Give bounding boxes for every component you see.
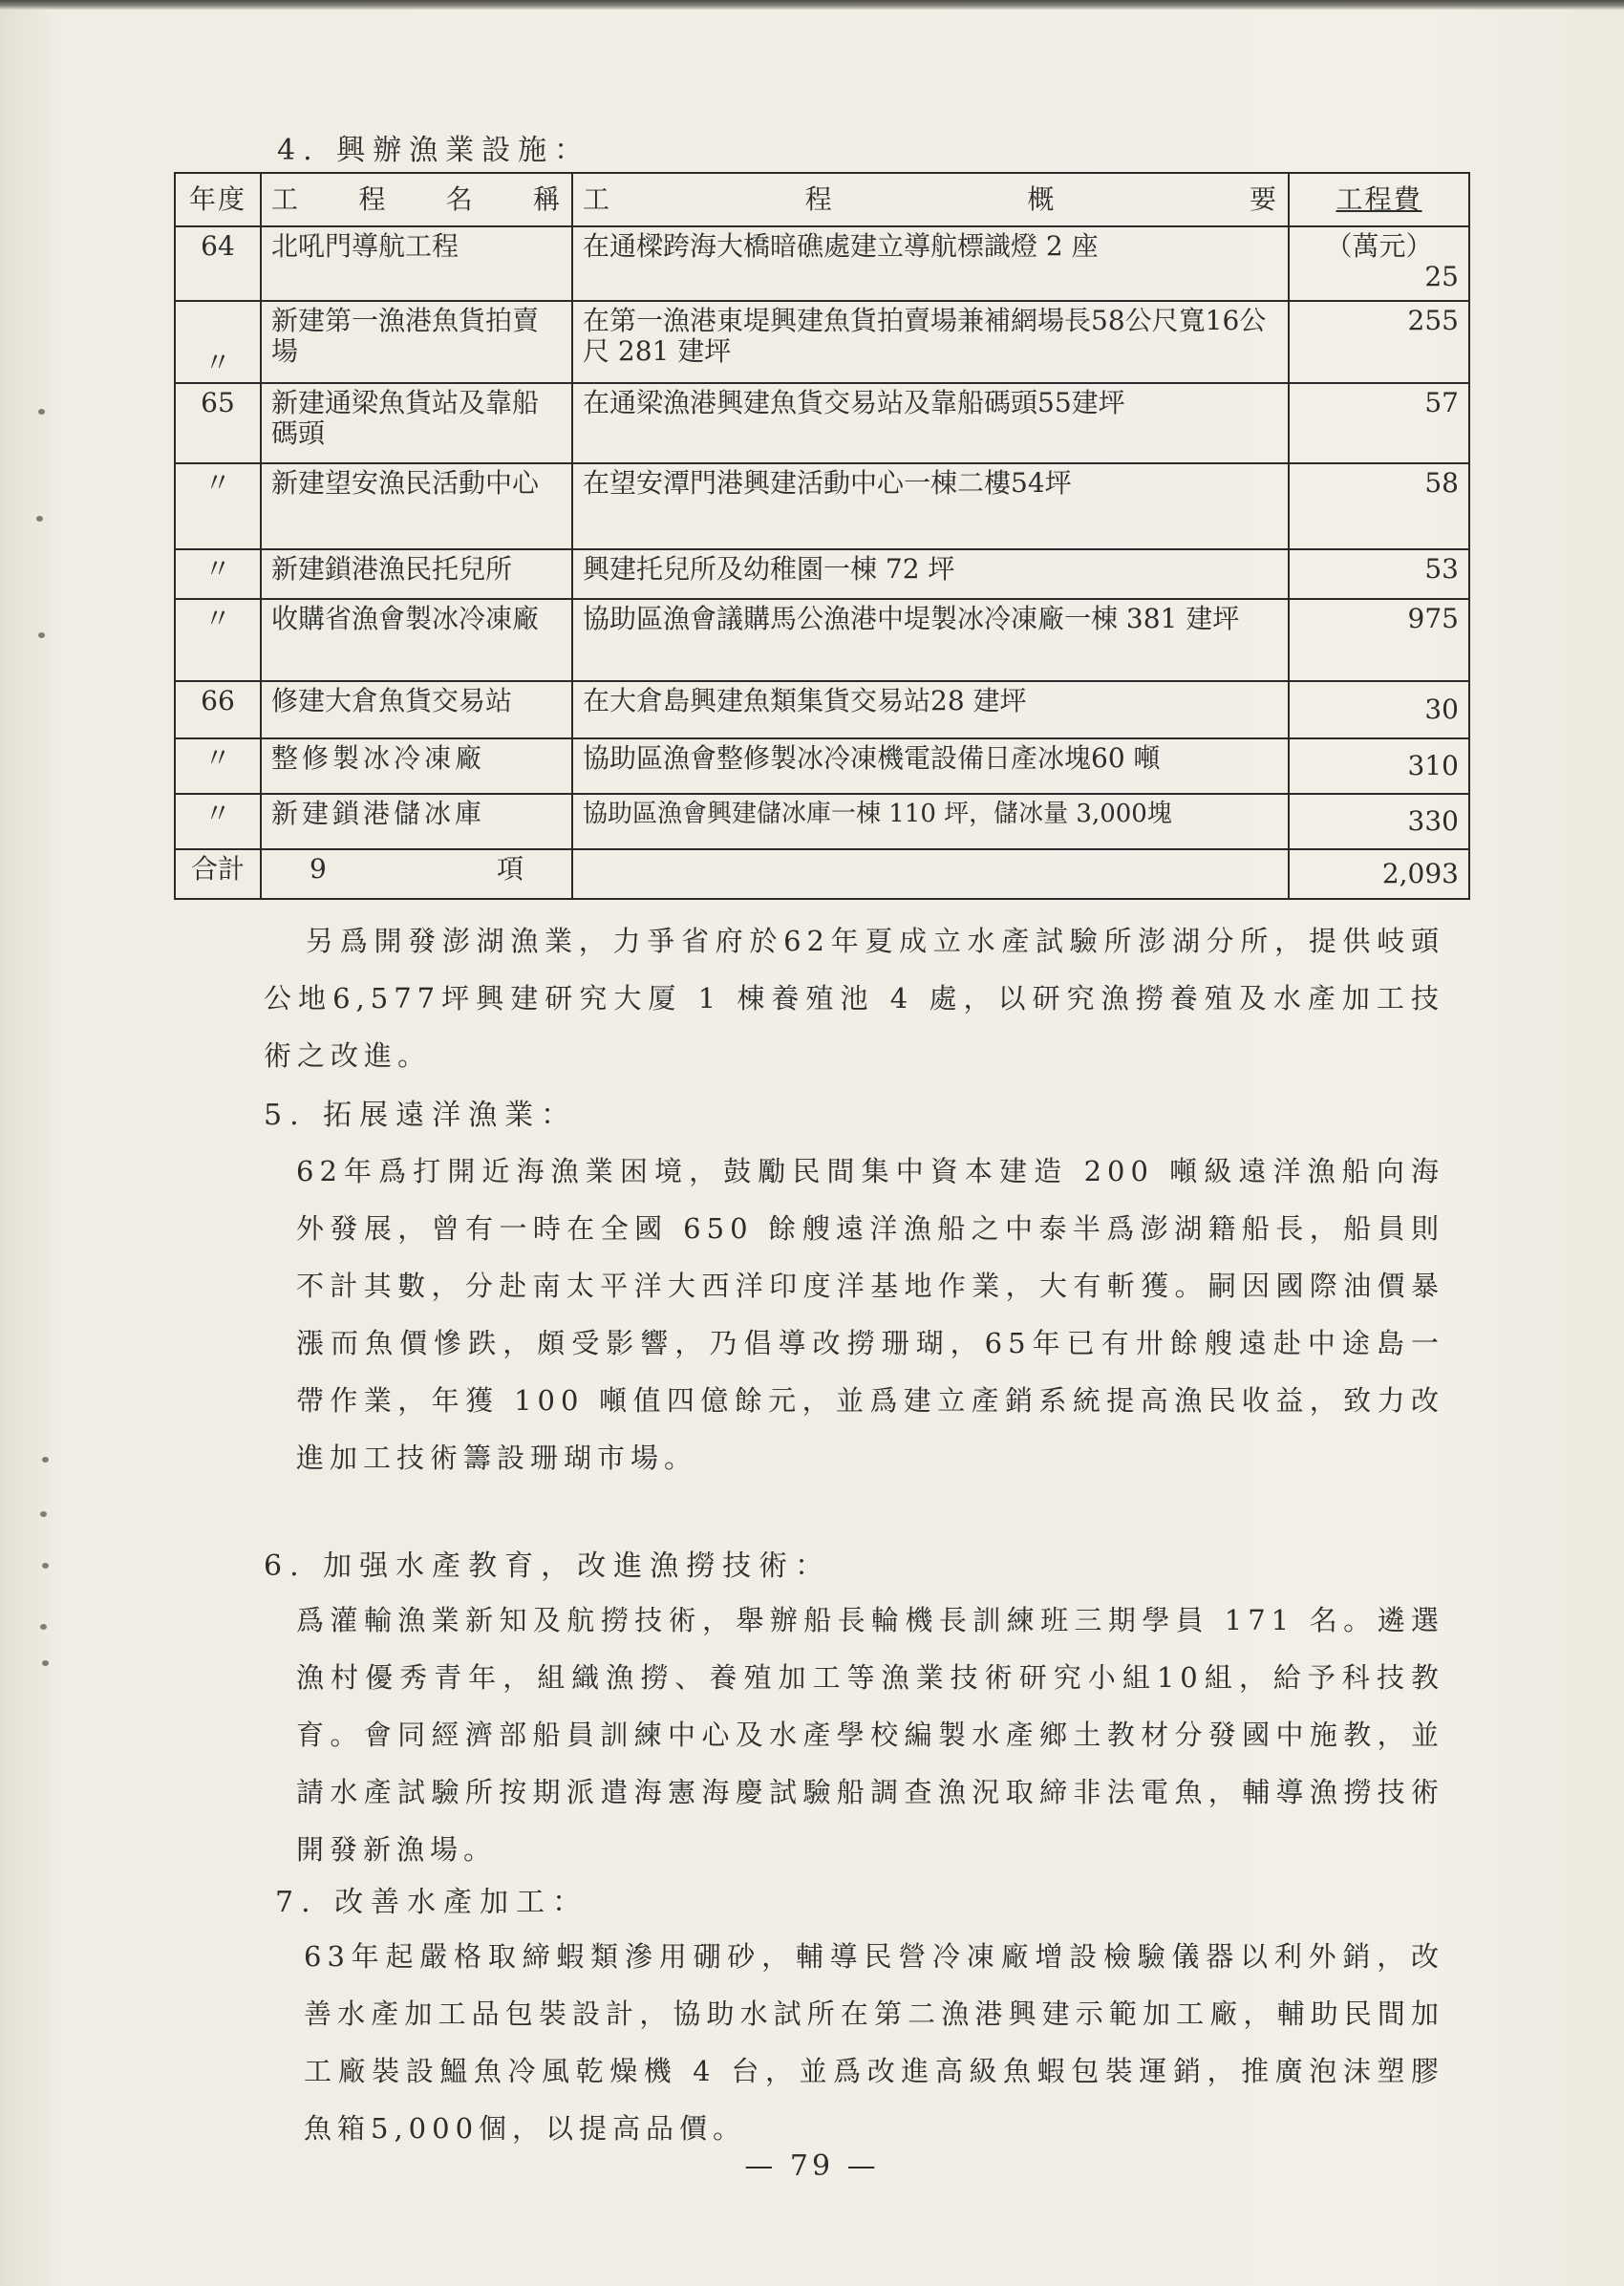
cell-cost: 57 — [1289, 383, 1469, 463]
cell-name: 修建大倉魚貨交易站 — [261, 681, 572, 738]
section-6-heading: 6. 加强水產教育，改進漁撈技術： — [264, 1549, 832, 1583]
binding-hole-mark — [42, 1660, 49, 1666]
cell-cost: 53 — [1289, 549, 1469, 599]
page-top-edge — [0, 0, 1624, 10]
cell-summary: 協助區漁會議購馬公漁港中堤製冰冷凍廠一棟 381 建坪 — [572, 599, 1289, 681]
binding-hole-mark — [42, 1563, 49, 1569]
header-summary-char: 程 — [804, 183, 834, 215]
table-header-row — [175, 173, 1469, 226]
cell-year: 〃 — [175, 794, 261, 849]
fishery-facilities-table — [174, 172, 1470, 900]
binding-hole-mark — [38, 409, 45, 415]
table-row — [175, 383, 1469, 463]
header-summary-char: 要 — [1249, 183, 1278, 215]
binding-hole-mark — [40, 1511, 47, 1517]
cell-cost: 975 — [1289, 599, 1469, 681]
cell-summary: 興建托兒所及幼稚園一棟 72 坪 — [572, 549, 1289, 599]
section-4-heading: 4. 興辦漁業設施： — [277, 134, 591, 167]
unit-note: （萬元） — [1325, 230, 1433, 262]
total-count: 9 — [310, 853, 327, 885]
cell-year: 〃 — [175, 549, 261, 599]
cell-name: 北吼門導航工程 — [261, 226, 572, 301]
cell-year: 66 — [175, 681, 261, 738]
total-count-cell — [261, 849, 572, 899]
header-summary-char: 工 — [583, 183, 612, 215]
table-row — [175, 549, 1469, 599]
binding-hole-mark — [40, 1624, 47, 1630]
header-name-char: 程 — [358, 183, 388, 215]
table-row — [175, 738, 1469, 794]
cell-summary: 在望安潭門港興建活動中心一棟二樓54坪 — [572, 463, 1289, 549]
binding-hole-mark — [38, 632, 45, 638]
cell-name: 新建鎖港儲冰庫 — [261, 794, 572, 849]
header-project-name — [261, 173, 572, 226]
cell-name: 新建鎖港漁民托兒所 — [261, 549, 572, 599]
page-number: — 79 — — [744, 2149, 880, 2183]
table-row — [175, 301, 1469, 383]
table-row — [175, 226, 1469, 301]
cell-summary: 協助區漁會整修製冰冷凍機電設備日產冰塊60 噸 — [572, 738, 1289, 794]
table-row — [175, 599, 1469, 681]
total-empty-cell — [572, 849, 1289, 899]
header-cost: 工程費 — [1289, 173, 1469, 226]
cell-year: 〃 — [175, 463, 261, 549]
cell-cost — [1289, 226, 1469, 301]
total-count-unit: 項 — [496, 853, 524, 885]
cell-name: 收購省漁會製冰冷凍廠 — [261, 599, 572, 681]
cost-value: 25 — [1424, 261, 1459, 292]
header-year: 年度 — [175, 173, 261, 226]
cell-summary: 在通樑跨海大橋暗礁處建立導航標識燈 2 座 — [572, 226, 1289, 301]
cell-year: 65 — [175, 383, 261, 463]
cell-cost: 330 — [1289, 794, 1469, 849]
table-row — [175, 794, 1469, 849]
cell-summary: 在通梁漁港興建魚貨交易站及靠船碼頭55建坪 — [572, 383, 1289, 463]
cell-year: 64 — [175, 226, 261, 301]
paragraph-penghu-branch: 另爲開發澎湖漁業，力爭省府於62年夏成立水產試驗所澎湖分所，提供岐頭公地6,577坪興建研究大厦 1 棟養殖池 4 處，以研究漁撈養殖及水產加工技術之改進。 — [264, 925, 1444, 1072]
cell-year: 〃 — [175, 738, 261, 794]
section-5-body: 62年爲打開近海漁業困境，鼓勵民間集中資本建造 200 噸級遠洋漁船向海外發展，曾有一時在全國 650 餘艘遠洋漁船之中泰半爲澎湖籍船長，船員則不計其數，分赴南太平洋大西洋印度洋基地作業，大有斬獲。嗣因國際油價暴漲而魚價慘跌，頗受影響，乃倡導改撈珊瑚，65年已有卅餘艘遠赴中途島一帶作業，年獲 100 噸值四億餘元，並爲建立產銷系統提高漁民收益，致力改進加工技術籌設珊瑚市場。 — [296, 1155, 1444, 1474]
section-7-heading: 7. 改善水產加工： — [275, 1886, 589, 1919]
header-summary-char: 概 — [1027, 183, 1057, 215]
cell-name: 新建望安漁民活動中心 — [261, 463, 572, 549]
cell-name: 整修製冰冷凍廠 — [261, 738, 572, 794]
cell-cost: 30 — [1289, 681, 1469, 738]
section-7-body: 63年起嚴格取締蝦類滲用硼砂，輔導民營冷凍廠增設檢驗儀器以利外銷，改善水產加工品包裝設計，協助水試所在第二漁港興建示範加工廠，輔助民間加工廠裝設鰮魚冷風乾燥機 4 台，並爲改進高級魚蝦包裝運銷，推廣泡沫塑膠魚箱5,000個，以提高品價。 — [304, 1940, 1444, 2145]
total-cost: 2,093 — [1289, 849, 1469, 899]
cell-name: 新建第一漁港魚貨拍賣場 — [261, 301, 572, 383]
header-project-summary — [572, 173, 1289, 226]
cell-year: 〃 — [175, 301, 261, 383]
section-6-body: 爲灌輸漁業新知及航撈技術，舉辦船長輪機長訓練班三期學員 171 名。遴選漁村優秀青年，組織漁撈、養殖加工等漁業技術研究小組10組，給予科技教育。會同經濟部船員訓練中心及水產學校編製水產鄉土教材分發國中施教，並請水產試驗所按期派遣海憲海慶試驗船調查漁況取締非法電魚，輔導漁撈技術開發新漁場。 — [296, 1604, 1444, 1866]
table-total-row — [175, 849, 1469, 899]
cell-cost: 310 — [1289, 738, 1469, 794]
header-name-char: 名 — [445, 183, 475, 215]
cell-cost: 255 — [1289, 301, 1469, 383]
header-name-char: 工 — [271, 183, 301, 215]
cell-name: 新建通梁魚貨站及靠船碼頭 — [261, 383, 572, 463]
cell-summary: 在第一漁港東堤興建魚貨拍賣場兼補網場長58公尺寬16公尺 281 建坪 — [572, 301, 1289, 383]
table-row — [175, 681, 1469, 738]
cell-summary: 在大倉島興建魚類集貨交易站28 建坪 — [572, 681, 1289, 738]
section-5-heading: 5. 拓展遠洋漁業： — [264, 1099, 578, 1132]
cell-year: 〃 — [175, 599, 261, 681]
header-name-char: 稱 — [532, 183, 562, 215]
table-row — [175, 463, 1469, 549]
binding-hole-mark — [36, 516, 43, 522]
total-label: 合計 — [175, 849, 261, 899]
binding-hole-mark — [42, 1457, 49, 1463]
cell-summary: 協助區漁會興建儲冰庫一棟 110 坪，儲冰量 3,000塊 — [572, 794, 1289, 849]
cell-cost: 58 — [1289, 463, 1469, 549]
